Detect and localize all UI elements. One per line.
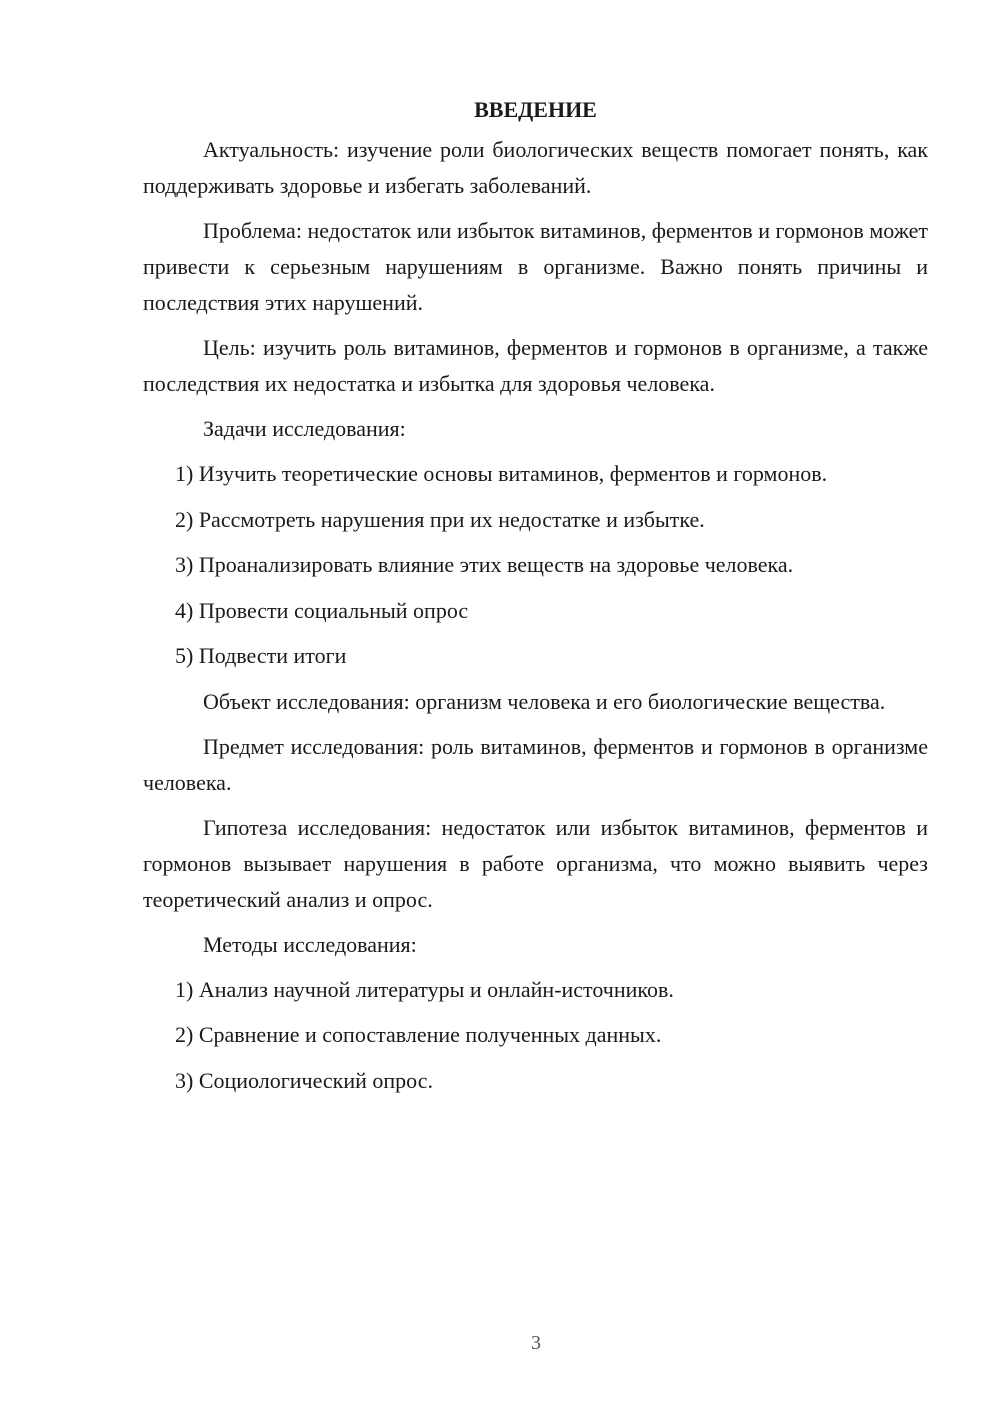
problem-paragraph: Проблема: недостаток или избыток витаминов, ферментов и гормонов может привести к серьезным нарушениям в организме. Важно понять причины и последствия этих нарушений.: [143, 218, 928, 315]
object-paragraph: Объект исследования: организм человека и его биологические вещества.: [203, 688, 886, 714]
hypothesis-paragraph: Гипотеза исследования: недостаток или избыток витаминов, ферментов и гормонов вызывает нарушения в работе организма, что можно выявить через теоретический анализ и опрос.: [143, 814, 928, 912]
relevance-paragraph: Актуальность: изучение роли биологических веществ помогает понять, как поддерживать здоровье и избегать заболеваний.: [143, 137, 928, 198]
page-number: 3: [531, 1332, 541, 1354]
task-item: 3) Проанализировать влияние этих веществ на здоровье человека.: [175, 552, 794, 577]
method-item: 2) Сравнение и сопоставление полученных данных.: [175, 1022, 662, 1047]
tasks-list: [143, 456, 928, 674]
goal-paragraph: Цель: изучить роль витаминов, ферментов и гормонов в организме, а также последствия их недостатка и избытка для здоровья человека.: [143, 335, 928, 396]
page-content: [143, 92, 928, 1108]
tasks-label: Задачи исследования:: [203, 416, 406, 441]
methods-label: Методы исследования:: [203, 931, 417, 957]
method-item: 3) Социологический опрос.: [175, 1067, 433, 1093]
task-item: 2) Рассмотреть нарушения при их недостатке и избытке.: [175, 506, 705, 532]
method-item: 1) Анализ научной литературы и онлайн-источников.: [175, 976, 674, 1002]
section-heading: ВВЕДЕНИЕ: [474, 97, 597, 122]
task-item: 4) Провести социальный опрос: [175, 597, 469, 623]
task-item: 1) Изучить теоретические основы витаминов, ферментов и гормонов.: [175, 461, 828, 486]
task-item: 5) Подвести итоги: [175, 643, 347, 668]
subject-paragraph: Предмет исследования: роль витаминов, ферментов и гормонов в организме человека.: [143, 733, 928, 795]
methods-list: [143, 972, 928, 1099]
